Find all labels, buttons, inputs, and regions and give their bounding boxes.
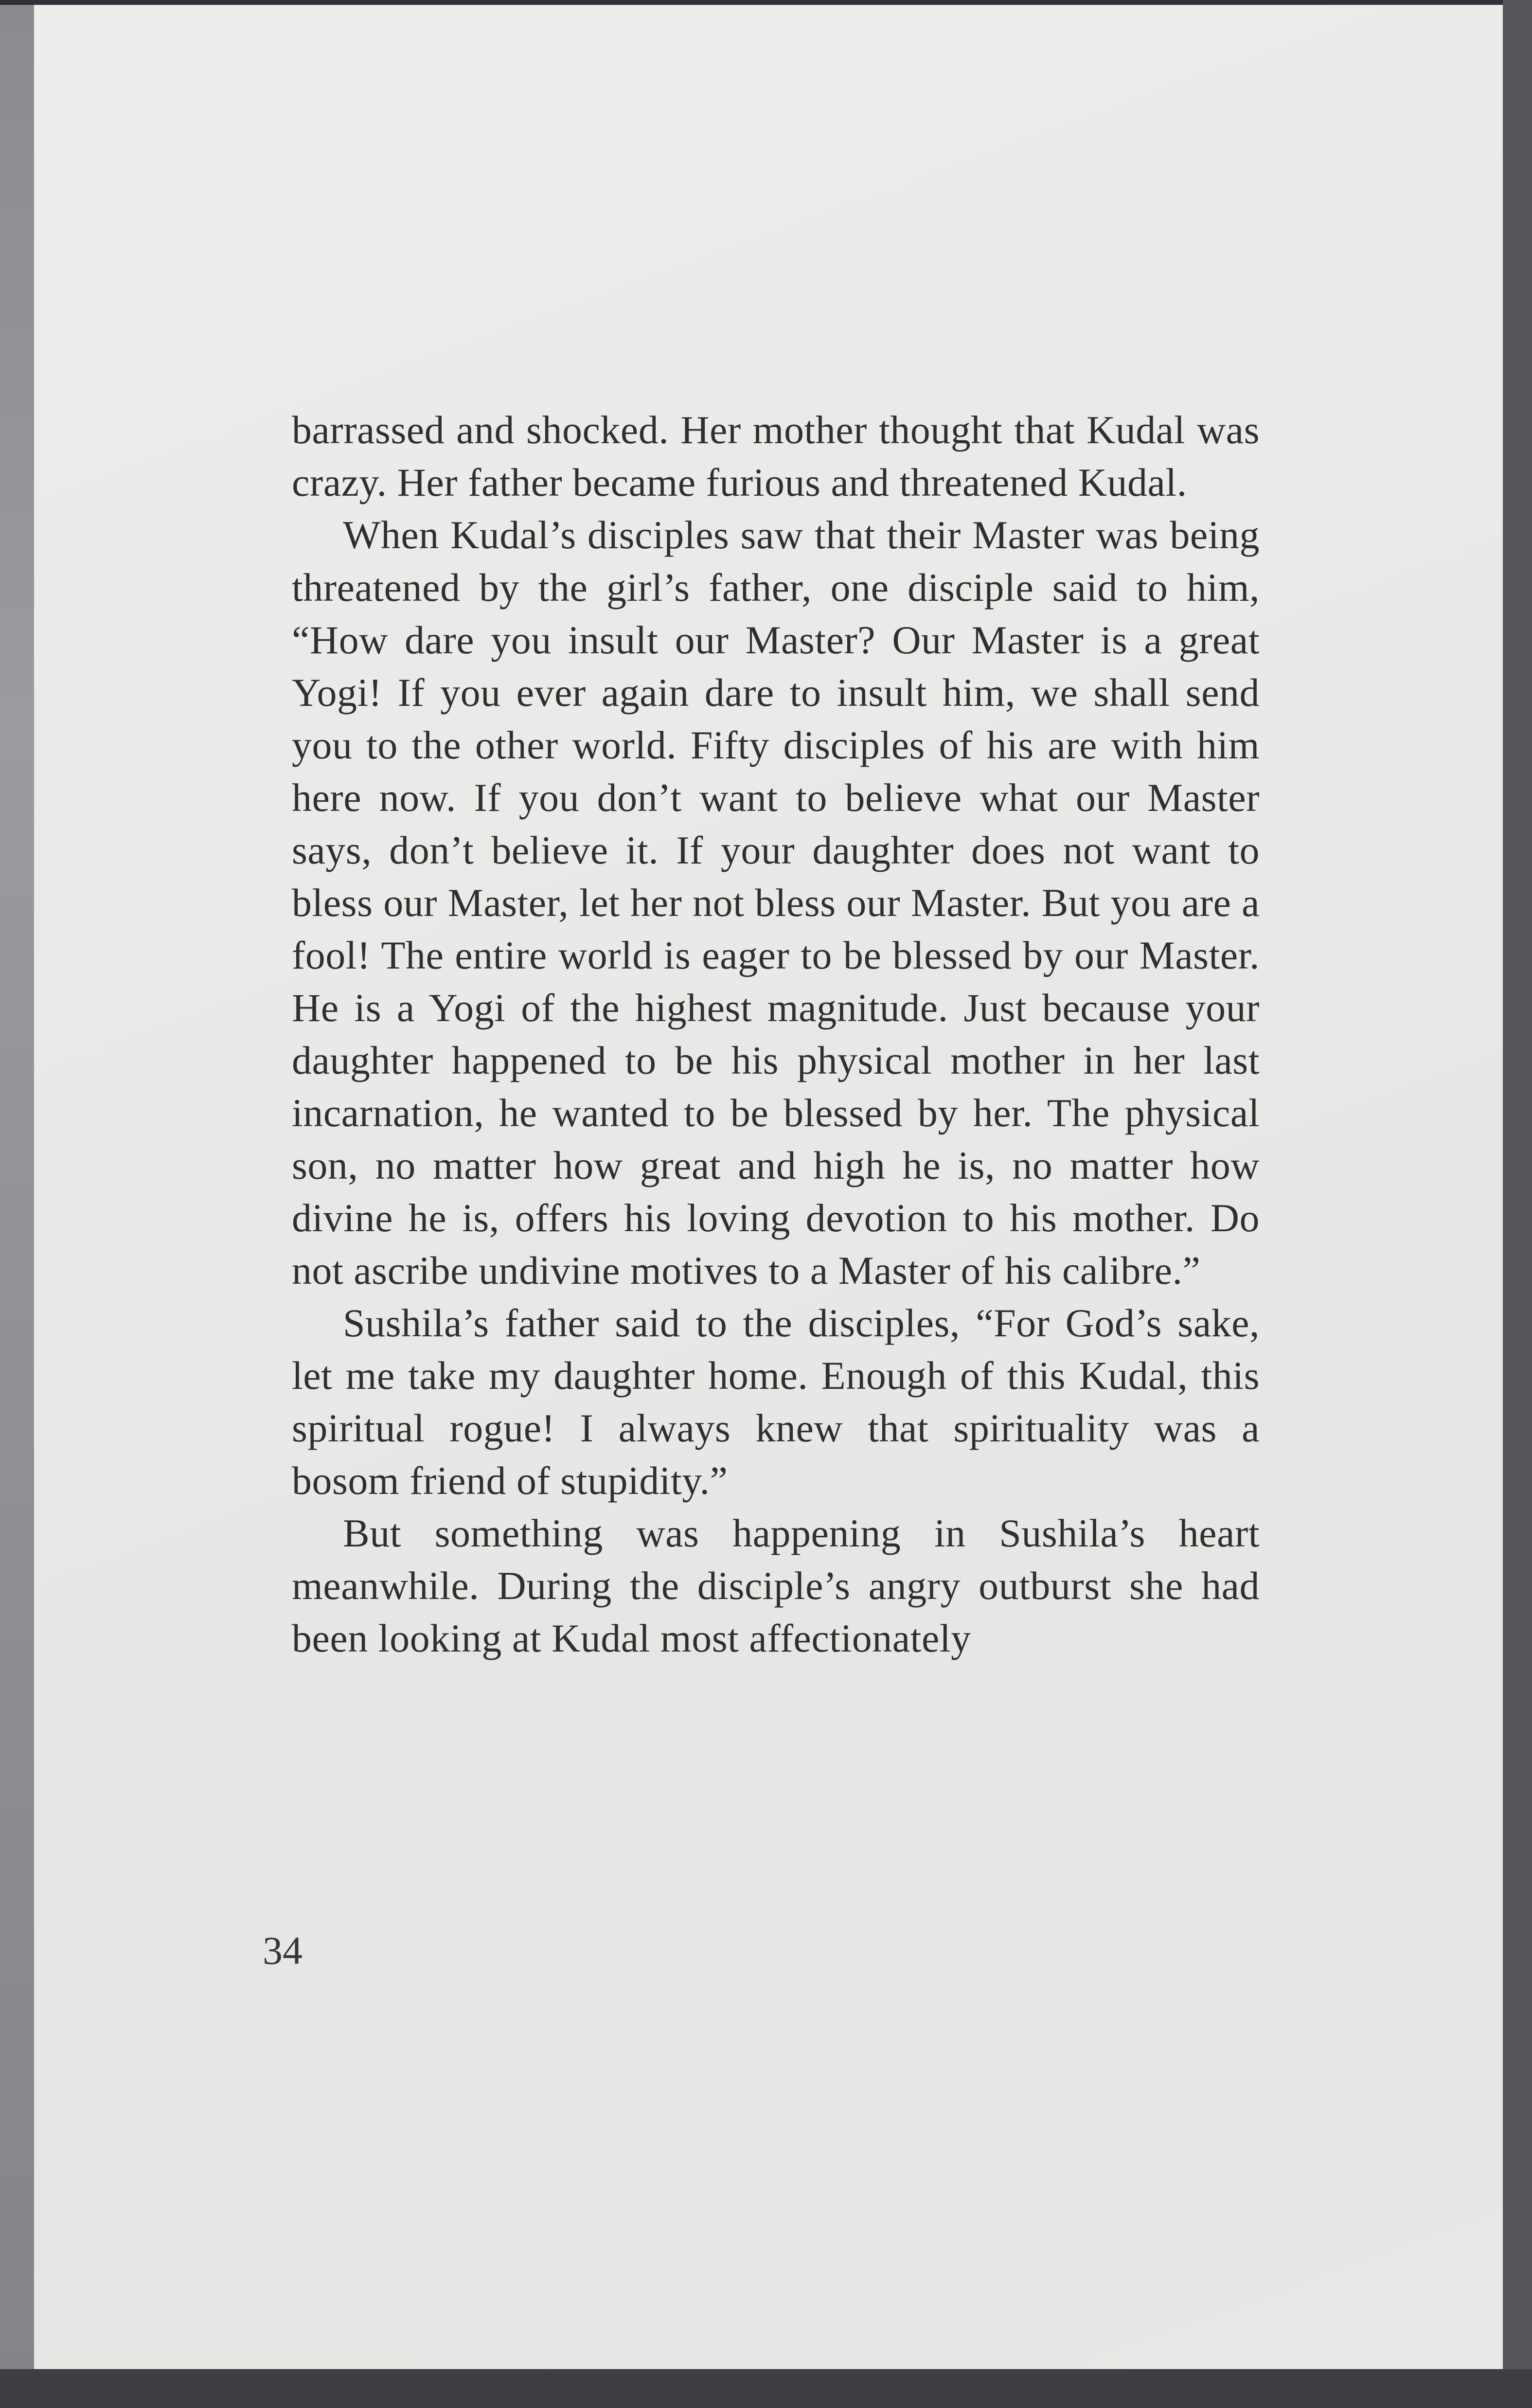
page-body-text xyxy=(292,404,1260,1665)
scan-left-margin xyxy=(0,0,34,2408)
paragraph: barrassed and shocked. Her mother thought that Kudal was crazy. Her father became furious and threatened Kudal. xyxy=(292,408,1260,504)
scan-bottom-edge xyxy=(0,2369,1532,2408)
book-page xyxy=(34,5,1503,2369)
scan-top-edge xyxy=(0,0,1532,5)
paragraph: Sushila’s father said to the disciples, “For God’s sake, let me take my daughter home. Enough of this Kudal, this spiritual rogue! I always knew that spirituality was a bosom friend of stupidity.” xyxy=(292,1301,1260,1503)
scan-right-edge xyxy=(1503,0,1532,2408)
paragraph: When Kudal’s disciples saw that their Master was being threatened by the girl’s father, one disciple said to him, “How dare you insult our Master? Our Master is a great Yogi! If you ever again dare to insult him, we shall send you to the other world. Fifty disciples of his are with him here now. If you don’t want to believe what our Master says, don’t believe it. If your daughter does not want to bless our Master, let her not bless our Master. But you are a fool! The entire world is eager to be blessed by our Master. He is a Yogi of the highest magnitude. Just because your daughter happened to be his physical mother in her last incarnation, he wanted to be blessed by her. The physical son, no matter how great and high he is, no matter how divine he is, offers his loving devotion to his mother. Do not ascribe undivine motives to a Master of his calibre.” xyxy=(292,513,1260,1293)
paragraph: But something was happening in Sushila’s heart meanwhile. During the disciple’s angry outburst she had been looking at Kudal most affectionately xyxy=(292,1511,1260,1660)
page-number: 34 xyxy=(263,1928,303,1973)
